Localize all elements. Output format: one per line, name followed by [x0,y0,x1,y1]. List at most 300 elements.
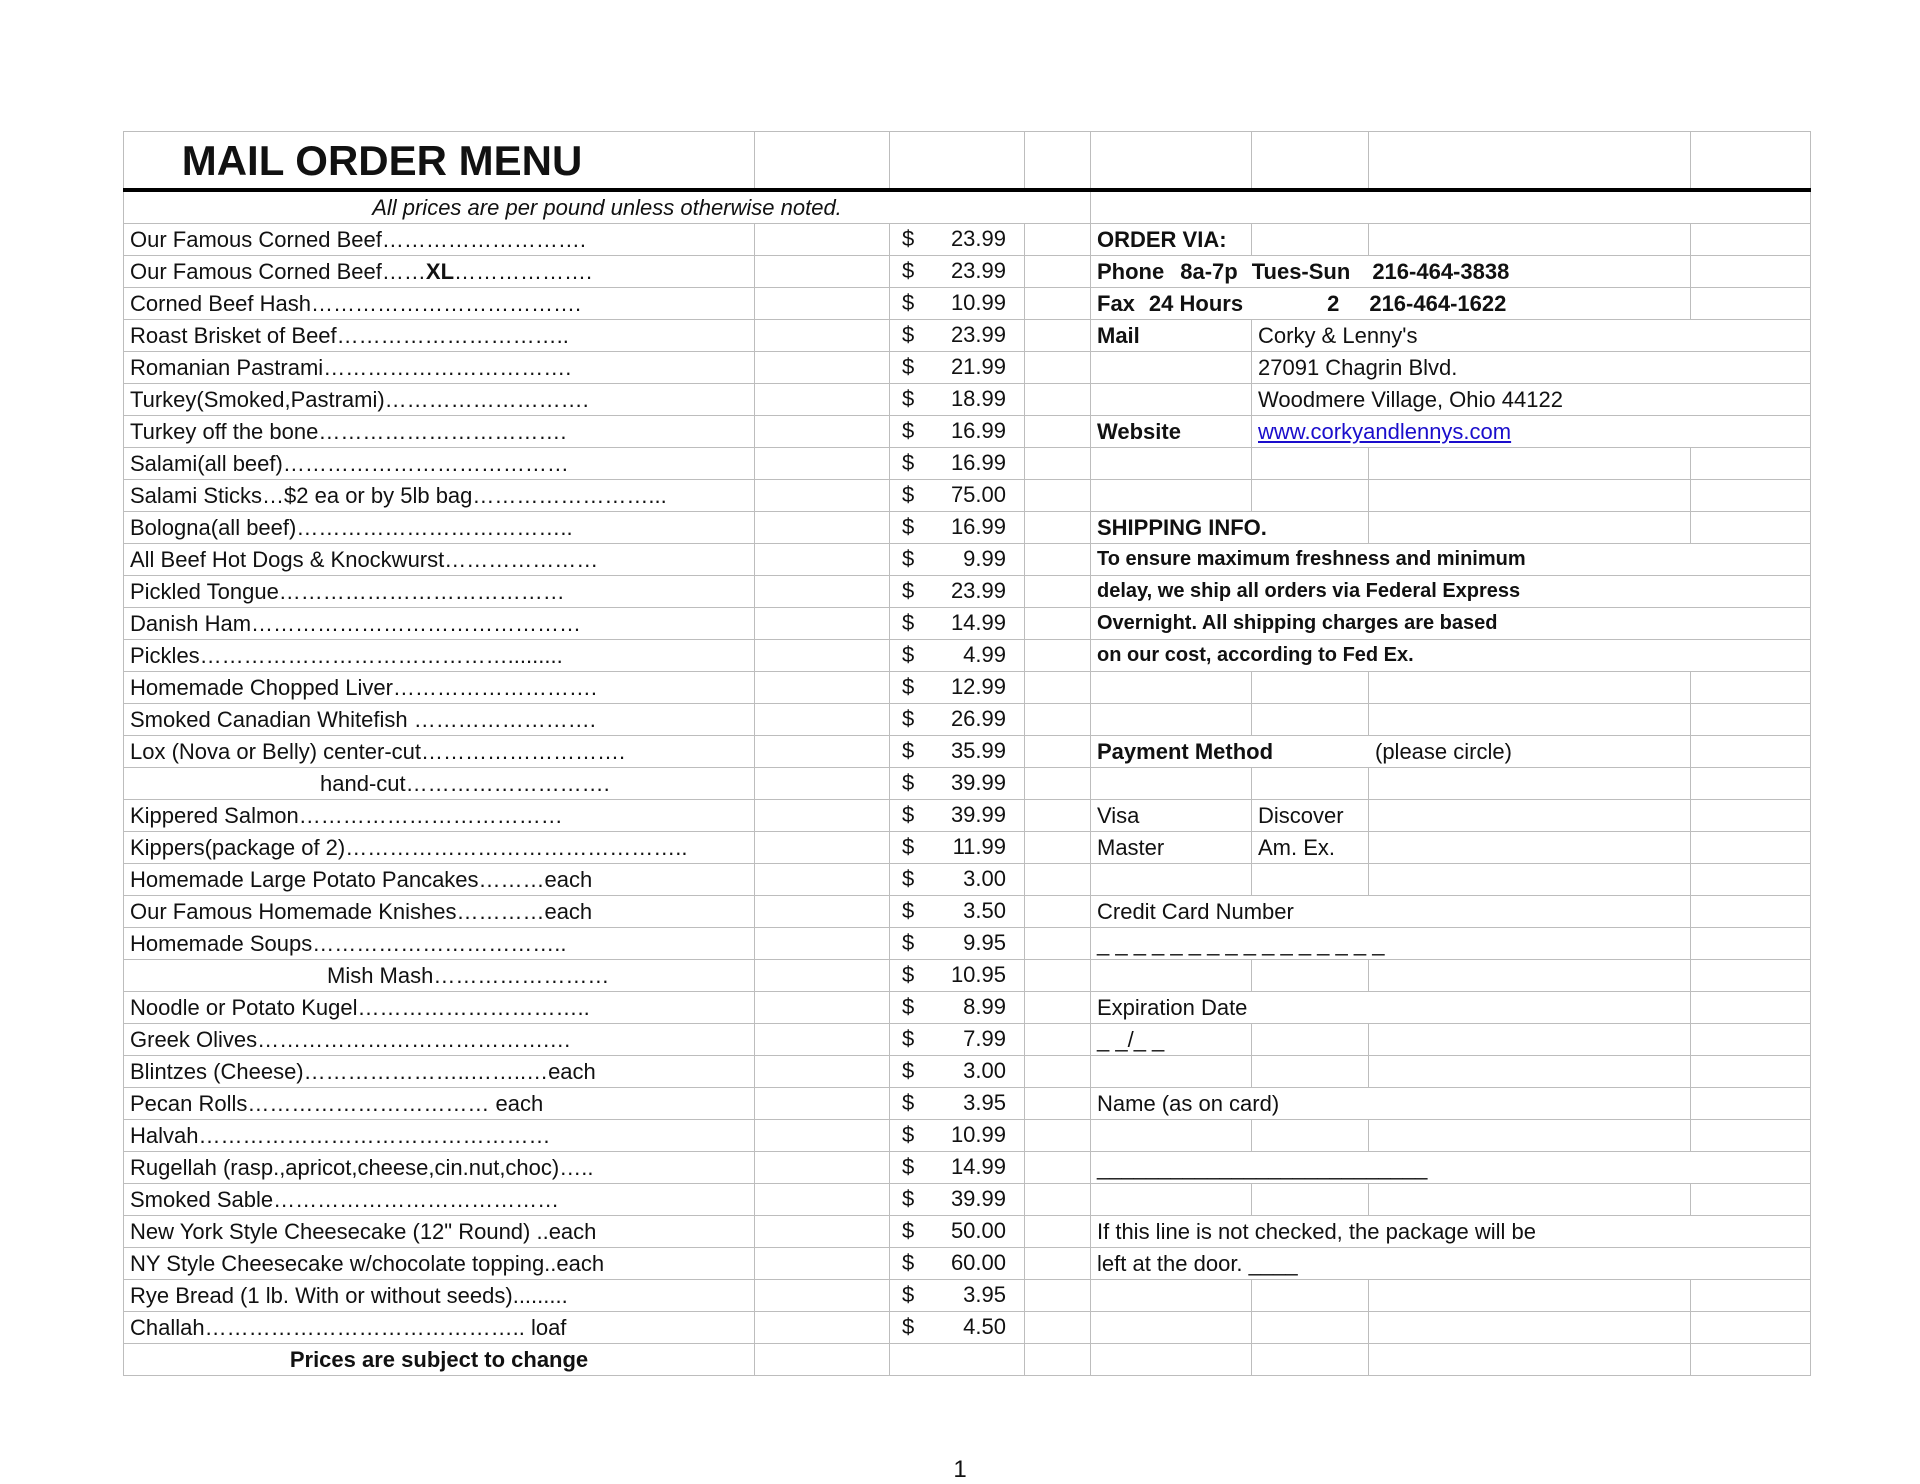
price-value: 60.00 [950,1250,1006,1275]
empty-cell [755,1024,890,1056]
empty-cell [1691,960,1811,992]
menu-title: MAIL ORDER MENU [124,132,755,191]
currency-symbol: $ [902,994,915,1019]
menu-item-name-text: New York Style Cheesecake (12" Round) ..each [130,1219,597,1244]
empty-cell [1691,1184,1811,1216]
empty-cell [1025,672,1091,704]
empty-cell [1369,1088,1691,1120]
empty-cell [1369,1024,1691,1056]
empty-cell [1691,1088,1811,1120]
empty-cell [755,132,890,191]
menu-item-name-text: Turkey(Smoked,Pastrami)………………………. [130,387,589,412]
price-value: 16.99 [950,450,1006,475]
price-value: 11.99 [952,834,1006,859]
empty-cell [1091,672,1252,704]
menu-row [124,1088,1811,1120]
empty-cell [1691,928,1811,960]
menu-item-name [124,480,755,512]
menu-item-name-text: Our Famous Corned Beef…… [130,259,426,284]
menu-item-name-text: Challah…………………………………….. loaf [130,1315,567,1340]
empty-cell [1691,480,1811,512]
empty-cell [1025,384,1091,416]
currency-symbol: $ [902,354,915,379]
menu-item-name-text: Pickled Tongue………………………………… [130,579,565,604]
price-value: 3.00 [963,1058,1006,1083]
mail-label: Mail [1091,320,1252,352]
expiration-date-label: Expiration Date [1091,992,1369,1024]
empty-cell [755,736,890,768]
empty-cell [755,1056,890,1088]
empty-cell [1025,1248,1091,1280]
currency-symbol: $ [902,866,915,891]
empty-cell [1369,1280,1691,1312]
menu-item-name-text: Smoked Canadian Whitefish ……………………. [130,707,596,732]
currency-symbol: $ [902,450,915,475]
menu-item-price [890,640,1025,672]
empty-cell [1369,992,1691,1024]
visa-option[interactable]: Visa [1091,800,1252,832]
currency-symbol: $ [902,418,915,443]
empty-cell [1691,640,1811,672]
empty-cell [755,928,890,960]
empty-cell [1025,1184,1091,1216]
xl-label: XL [425,259,455,284]
empty-cell [1691,704,1811,736]
empty-cell [1252,1344,1369,1376]
empty-cell [1025,960,1091,992]
empty-cell [1252,768,1369,800]
empty-cell [1691,1248,1811,1280]
empty-cell [1252,1120,1369,1152]
menu-row [124,1120,1811,1152]
empty-cell [1369,864,1691,896]
phone-days: Tues-Sun [1251,259,1351,284]
credit-card-number-label: Credit Card Number [1091,896,1369,928]
empty-cell [1025,576,1091,608]
empty-cell [755,672,890,704]
empty-cell [755,1216,890,1248]
menu-row [124,1280,1811,1312]
menu-item-name [124,512,755,544]
menu-item-name-text: All Beef Hot Dogs & Knockwurst………………… [130,547,599,572]
menu-row [124,224,1811,256]
currency-symbol: $ [902,1058,915,1083]
currency-symbol: $ [902,1314,915,1339]
currency-symbol: $ [902,578,915,603]
empty-cell [1691,1024,1811,1056]
menu-row [124,736,1811,768]
menu-item-name [124,1120,755,1152]
mastercard-option[interactable]: Master [1091,832,1252,864]
empty-cell [1252,132,1369,191]
menu-item-price [890,832,1025,864]
menu-item-price [890,768,1025,800]
currency-symbol: $ [902,226,915,251]
menu-item-price [890,512,1025,544]
empty-cell [755,832,890,864]
price-value: 3.00 [963,866,1006,891]
price-value: 50.00 [950,1218,1006,1243]
menu-item-price [890,320,1025,352]
empty-cell [1369,224,1691,256]
empty-cell [1025,1056,1091,1088]
price-value: 23.99 [950,322,1006,347]
expiration-date-field[interactable]: _ _/_ _ [1091,1024,1252,1056]
price-value: 39.99 [950,802,1006,827]
amex-option[interactable]: Am. Ex. [1252,832,1369,864]
price-value: 10.99 [950,1122,1006,1147]
empty-cell [1025,1216,1091,1248]
menu-item-name [124,416,755,448]
menu-item-name [124,960,755,992]
door-delivery-note-line-1: If this line is not checked, the package will be [1091,1216,1691,1248]
empty-cell [890,132,1025,191]
currency-symbol: $ [902,962,915,987]
empty-cell [1369,672,1691,704]
price-value: 9.95 [963,930,1006,955]
menu-item-price [890,864,1025,896]
currency-symbol: $ [902,386,915,411]
empty-cell [755,800,890,832]
empty-cell [1369,896,1691,928]
menu-item-price [890,576,1025,608]
empty-cell [1025,480,1091,512]
empty-cell [1025,704,1091,736]
menu-item-name [124,1280,755,1312]
menu-row [124,1056,1811,1088]
menu-item-name [124,288,755,320]
empty-cell [1369,800,1691,832]
price-value: 23.99 [950,578,1006,603]
empty-cell [1691,1152,1811,1184]
menu-row [124,384,1811,416]
price-value: 75.00 [950,482,1006,507]
menu-row [124,1248,1811,1280]
currency-symbol: $ [902,546,915,571]
empty-cell [1091,132,1252,191]
menu-row [124,800,1811,832]
empty-cell [755,768,890,800]
empty-cell [890,1344,1025,1376]
menu-item-name [124,1152,755,1184]
price-value: 14.99 [950,1154,1006,1179]
empty-cell [1691,132,1811,191]
menu-row [124,1184,1811,1216]
menu-item-name-text: Rugellah (rasp.,apricot,cheese,cin.nut,choc)….. [130,1155,594,1180]
empty-cell [1091,190,1811,224]
empty-cell [755,480,890,512]
price-value: 3.50 [963,898,1006,923]
empty-cell [1252,1312,1369,1344]
price-value: 10.95 [950,962,1006,987]
empty-cell [755,544,890,576]
menu-row [124,288,1811,320]
empty-cell [1025,544,1091,576]
empty-cell [1025,1312,1091,1344]
menu-item-name [124,1024,755,1056]
empty-cell [755,1088,890,1120]
empty-cell [1091,480,1252,512]
empty-cell [755,608,890,640]
website-link [1252,416,1691,448]
menu-item-name [124,928,755,960]
menu-item-price [890,928,1025,960]
menu-item-name [124,992,755,1024]
empty-cell [1691,544,1811,576]
empty-cell [755,1312,890,1344]
menu-item-name [124,768,755,800]
menu-item-name [124,320,755,352]
empty-cell [1691,896,1811,928]
menu-row [124,1152,1811,1184]
menu-item-name-text: Lox (Nova or Belly) center-cut………………………. [130,739,626,764]
empty-cell [1252,864,1369,896]
empty-cell [1691,992,1811,1024]
menu-item-name [124,672,755,704]
menu-item-price [890,1248,1025,1280]
menu-item-price [890,896,1025,928]
menu-item-name [124,224,755,256]
empty-cell [1369,480,1691,512]
menu-item-name [124,608,755,640]
empty-cell [1691,672,1811,704]
phone-hours: 8a-7p [1180,259,1238,284]
menu-item-price [890,1184,1025,1216]
empty-cell [1025,640,1091,672]
empty-cell [755,576,890,608]
price-value: 35.99 [950,738,1006,763]
currency-symbol: $ [902,642,915,667]
empty-cell [1025,416,1091,448]
empty-cell [1025,448,1091,480]
empty-cell [1252,1280,1369,1312]
currency-symbol: $ [902,290,915,315]
empty-cell [1025,288,1091,320]
menu-row [124,544,1811,576]
menu-row [124,640,1811,672]
phone-line [1091,256,1691,288]
currency-symbol: $ [902,1218,915,1243]
note-row [124,190,1811,224]
fax-line [1091,288,1691,320]
empty-cell [755,416,890,448]
empty-cell [1691,1280,1811,1312]
menu-item-price [890,480,1025,512]
price-value: 4.50 [963,1314,1006,1339]
menu-row [124,448,1811,480]
empty-cell [755,640,890,672]
empty-cell [1691,800,1811,832]
price-value: 8.99 [963,994,1006,1019]
menu-item-name [124,544,755,576]
price-value: 39.99 [950,770,1006,795]
website-url-link[interactable]: www.corkyandlennys.com [1258,419,1512,444]
empty-cell [755,1248,890,1280]
menu-item-price [890,704,1025,736]
empty-cell [755,960,890,992]
empty-cell [755,288,890,320]
fax-label: Fax [1097,291,1135,316]
name-on-card-field[interactable]: ___________________________ [1091,1152,1691,1184]
currency-symbol: $ [902,1250,915,1275]
menu-item-name-text: Salami(all beef)………………………………… [130,451,569,476]
currency-symbol: $ [902,898,915,923]
menu-item-price [890,448,1025,480]
door-delivery-note-line-2[interactable]: left at the door. ____ [1091,1248,1691,1280]
empty-cell [1252,1056,1369,1088]
empty-cell [1025,992,1091,1024]
empty-cell [1025,256,1091,288]
empty-cell [1252,448,1369,480]
menu-item-name-text: Roast Brisket of Beef………………………….. [130,323,569,348]
empty-cell [1369,832,1691,864]
page-number: 1 [953,1456,967,1483]
phone-label: Phone [1097,259,1165,284]
empty-cell [1025,1152,1091,1184]
price-value: 9.99 [963,546,1006,571]
menu-row [124,672,1811,704]
empty-cell [1091,960,1252,992]
footer-row [124,1344,1811,1376]
menu-item-name-text: Homemade Soups…………………………….. [130,931,567,956]
empty-cell [1252,512,1369,544]
empty-cell [1091,704,1252,736]
fax-prefix: 2 [1327,291,1340,316]
menu-item-name [124,864,755,896]
price-value: 4.99 [963,642,1006,667]
currency-symbol: $ [902,802,915,827]
empty-cell [1369,928,1691,960]
menu-item-name-text: Smoked Sable………………………………… [130,1187,560,1212]
menu-item-price [890,352,1025,384]
empty-cell [1691,864,1811,896]
empty-cell [755,896,890,928]
menu-item-name-text: Blintzes (Cheese)…………………..……..…each [130,1059,596,1084]
empty-cell [1691,416,1811,448]
empty-cell [1691,352,1811,384]
empty-cell [1025,864,1091,896]
empty-cell [1025,928,1091,960]
empty-cell [1369,1312,1691,1344]
currency-symbol: $ [902,770,915,795]
fax-hours: 24 Hours [1148,291,1244,316]
menu-item-price [890,672,1025,704]
empty-cell [1025,1120,1091,1152]
menu-row [124,352,1811,384]
menu-item-name [124,704,755,736]
price-value: 16.99 [950,514,1006,539]
menu-item-name [124,640,755,672]
shipping-text-line: delay, we ship all orders via Federal Express [1091,576,1691,608]
empty-cell [1025,1024,1091,1056]
currency-symbol: $ [902,1090,915,1115]
empty-cell [1091,1344,1252,1376]
discover-option[interactable]: Discover [1252,800,1369,832]
empty-cell [1252,480,1369,512]
empty-cell [1025,352,1091,384]
shipping-text-line: on our cost, according to Fed Ex. [1091,640,1691,672]
menu-row [124,864,1811,896]
currency-symbol: $ [902,738,915,763]
empty-cell [1369,960,1691,992]
menu-row [124,768,1811,800]
menu-item-name-text: Danish Ham……………………………………… [130,611,582,636]
empty-cell [1091,1312,1252,1344]
menu-item-price [890,992,1025,1024]
menu-item-name [124,1184,755,1216]
empty-cell [1025,832,1091,864]
menu-item-price [890,1024,1025,1056]
mail-address-line-3: Woodmere Village, Ohio 44122 [1252,384,1691,416]
empty-cell [1252,1184,1369,1216]
shipping-text-line: To ensure maximum freshness and minimum [1091,544,1691,576]
credit-card-number-field[interactable]: _ _ _ _ _ _ _ _ _ _ _ _ _ _ _ _ [1091,928,1369,960]
empty-cell [1025,1280,1091,1312]
menu-item-name [124,896,755,928]
menu-item-name-text: NY Style Cheesecake w/chocolate topping..each [130,1251,605,1276]
empty-cell [1252,960,1369,992]
menu-item-name [124,800,755,832]
menu-row [124,608,1811,640]
menu-item-name-text: Noodle or Potato Kugel………………………….. [130,995,590,1020]
empty-cell [1025,608,1091,640]
empty-cell [1691,736,1811,768]
empty-cell [755,352,890,384]
menu-item-name-text: Salami Sticks…$2 ea or by 5lb bag……………………... [130,483,667,508]
menu-item-name [124,1088,755,1120]
menu-item-name-text: Rye Bread (1 lb. With or without seeds)......... [130,1283,568,1308]
empty-cell [755,224,890,256]
empty-cell [1025,512,1091,544]
price-value: 7.99 [963,1026,1006,1051]
empty-cell [1369,132,1691,191]
mail-address-line-2: 27091 Chagrin Blvd. [1252,352,1691,384]
prices-subject-to-change: Prices are subject to change [124,1344,755,1376]
empty-cell [1091,1280,1252,1312]
empty-cell [755,1184,890,1216]
menu-item-name [124,352,755,384]
empty-cell [755,1344,890,1376]
empty-cell [755,1152,890,1184]
menu-item-price [890,1056,1025,1088]
empty-cell [1025,1088,1091,1120]
menu-item-name [124,448,755,480]
menu-item-price [890,224,1025,256]
price-value: 23.99 [950,258,1006,283]
empty-cell [1369,1120,1691,1152]
menu-item-name-text: Kippered Salmon……………………………… [130,803,563,828]
empty-cell [1691,1344,1811,1376]
menu-row [124,960,1811,992]
menu-item-name [124,1248,755,1280]
menu-item-name [124,256,755,288]
empty-cell [1691,448,1811,480]
menu-table [123,131,1811,1376]
menu-row [124,480,1811,512]
price-value: 39.99 [950,1186,1006,1211]
empty-cell [1369,448,1691,480]
empty-cell [1691,224,1811,256]
menu-row [124,576,1811,608]
phone-number: 216-464-3838 [1372,259,1510,284]
empty-cell [1369,1344,1691,1376]
menu-item-name-text: Halvah………………………………………… [130,1123,551,1148]
menu-item-name-text: Bologna(all beef)……………………………….. [130,515,573,540]
price-value: 12.99 [950,674,1006,699]
menu-row [124,1024,1811,1056]
menu-item-name [124,1216,755,1248]
currency-symbol: $ [902,514,915,539]
